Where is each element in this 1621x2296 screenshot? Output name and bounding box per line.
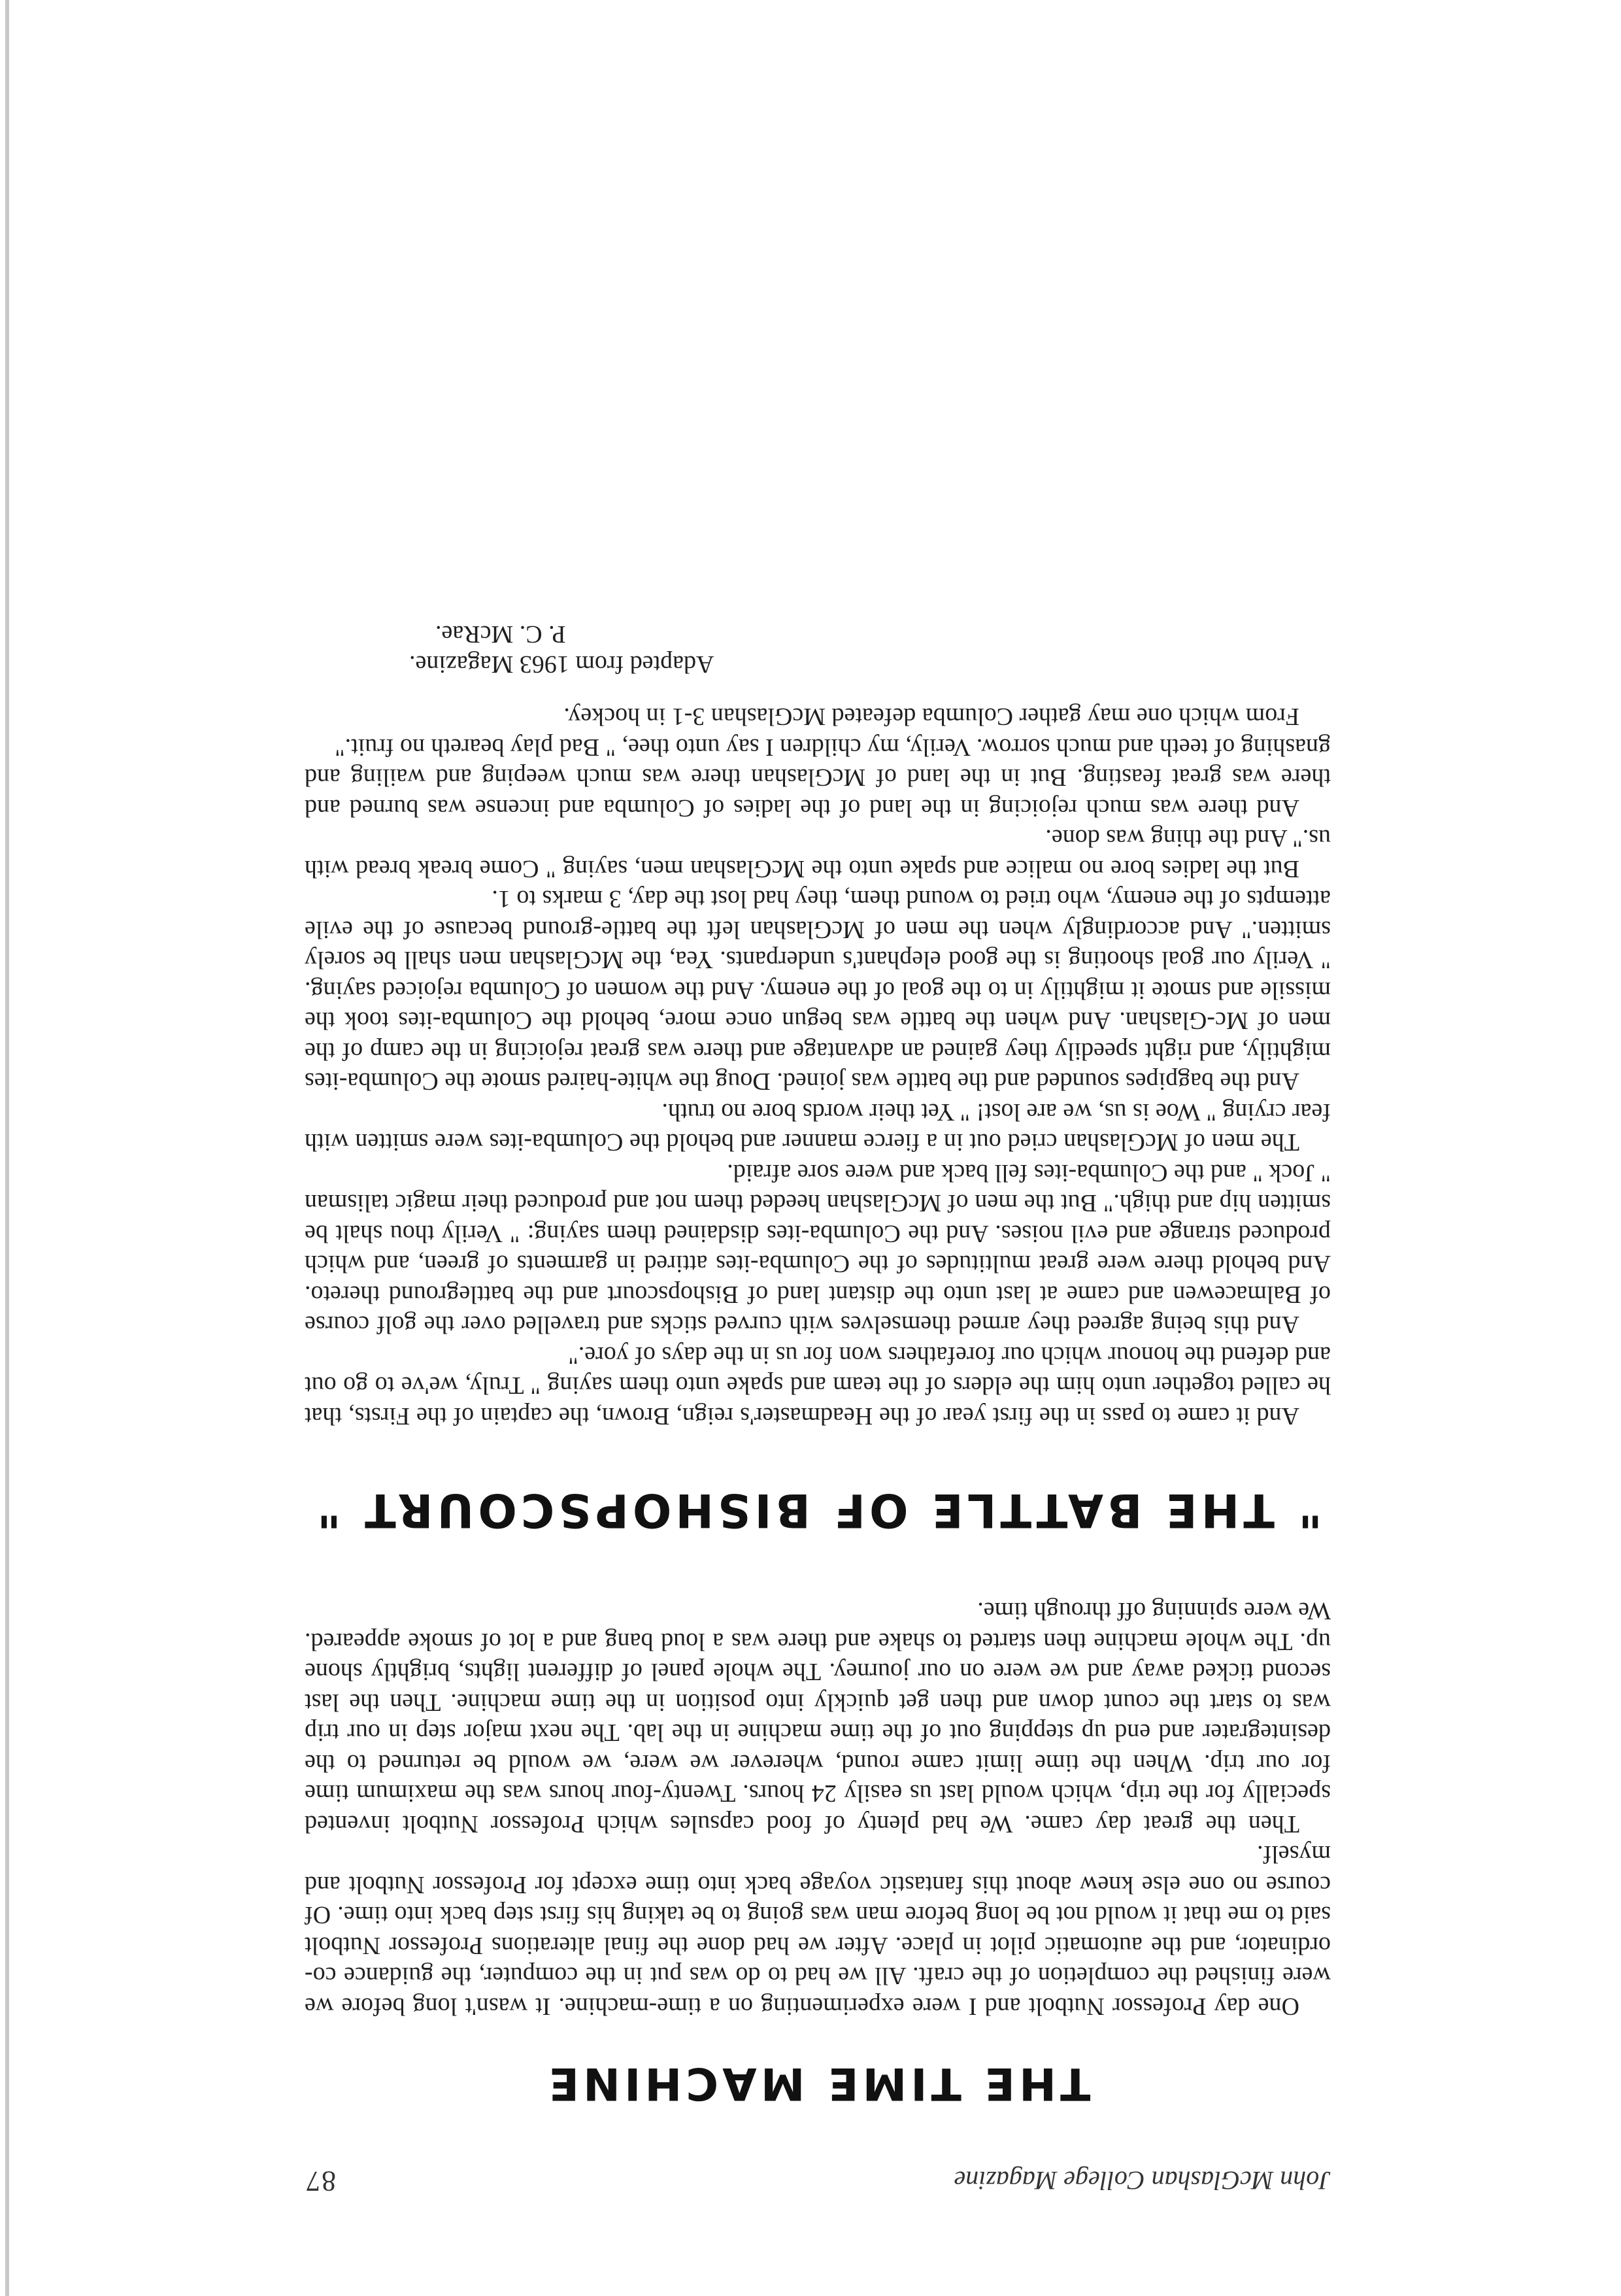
page-binding-edge — [5, 0, 9, 2296]
article-time-machine — [305, 1596, 1331, 2109]
page-number: 87 — [305, 2165, 336, 2197]
paragraph: One day Professor Nutbolt and I were experimenting on a time-machine. It wasn't long before we were finished the completion of the craft. All we had to do was put in the computer, the guidance co-ordinator, and the automatic pilot in place. After we had done the final alterations Professor Nutbolt said to me that it would not be long before man was going to be taking his first step back into time. Of course no one else knew about this fantastic voyage back into time except for Professor Nutbolt and myself. — [305, 1840, 1331, 2020]
paragraph: And the bagpipes sounded and the battle was joined. Doug the white-haired smote the Columba-ites mightily, and right speedily they gained an advantage and there was great rejoicing in the camp of the men of Mc-Glashan. And when the battle was begun once more, behold the Columba-ites took the missile and smote it mightily in to the goal of the enemy. And the women of Columba rejoiced saying. " Verily our goal shooting is the good elephant's underpants. Yea, the McGlashan men shall be sorely smitten." And accordingly when the men of McGlashan left the battle-ground because of the evile attempts of the enemy, who tried to wound them, they had lost the day, 3 marks to 1. — [305, 885, 1331, 1096]
page-content — [305, 619, 1331, 2198]
paragraph: Then the great day came. We had plenty of food capsules which Professor Nutbolt invented specially for the trip, which would last us easily 24 hours. Twenty-four hours was the maximum time for our trip. When the time limit came round, wherever we were, we would be returned to the desintegrater and end up stepping out of the time machine in the lab. The next major step in our trip was to start the count down and then get quickly into position in the time machine. Then the last second ticked away and we were on our journey. The whole panel of different lights, brightly shone up. The whole machine then started to shake and there was a loud bang and a lot of smoke appeared. We were spinning off through time. — [305, 1597, 1331, 1838]
paragraph: And there was much rejoicing in the land of the ladies of Columba and incense was burned and there was great feasting. But in the land of McGlashan there was much weeping and wailing and gnashing of teeth and much sorrow. Verily, my children I say unto thee, " Bad play beareth no fruit." — [305, 734, 1331, 822]
running-title: John McGlashan College Magazine — [954, 2166, 1331, 2195]
paragraph: And it came to pass in the first year of the Headmaster's reign, Brown, the captain of the Firsts, that he called together unto him the elders of the team and spake unto them saying " Truly, we've to go out and defend the honour which our forefathers won for us in the days of yore." — [305, 1342, 1331, 1430]
author-name: P. C. McRae. — [435, 620, 566, 648]
article-title-battle: " THE BATTLE OF BISHOPSCOURT " — [313, 1483, 1322, 1537]
article-title-time-machine: THE TIME MACHINE — [544, 2057, 1091, 2109]
paragraph: But the ladies bore no malice and spake unto the McGlashan men, saying " Come break bread with us." And the thing was done. — [305, 824, 1331, 883]
source-note: Adapted from 1963 Magazine. — [409, 650, 714, 678]
paragraph: From which one may gather Columba defeated McGlashan 3-1 in hockey. — [563, 703, 1299, 731]
running-header — [305, 2165, 1331, 2198]
paragraph: The men of McGlashan cried out in a fierce manner and behold the Columba-ites were smitten with fear crying " Woe is us, we are lost! " Yet their words bore no truth. — [305, 1098, 1331, 1156]
byline — [305, 619, 1331, 679]
article-battle-of-bishopscourt — [305, 619, 1331, 1537]
paragraph: And this being agreed they armed themselves with curved sticks and travelled over the golf course of Balmacewen and came at last unto the distant land of Bishopscourt and the battleground thereto. And behold there were great multitudes of the Columba-ites attired in garments of green, and which produced strange and evil noises. And the Columba-ites disdained them saying: " Verily thou shalt be smitten hip and thigh." But the men of McGlashan heeded them not and produced their magic talisman " Jock " and the Columba-ites fell back and were sore afraid. — [305, 1159, 1331, 1339]
